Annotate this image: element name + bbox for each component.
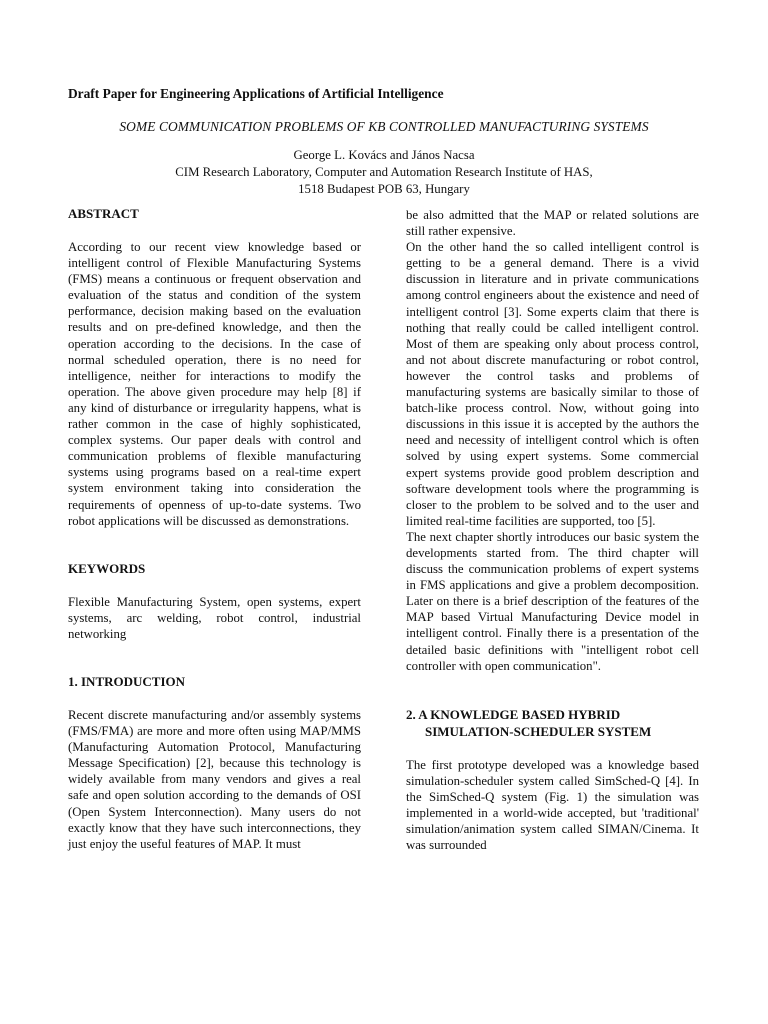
introduction-heading: 1. INTRODUCTION — [68, 673, 186, 689]
right-column — [406, 207, 699, 853]
author-names: George L. Kovács and János Nacsa — [293, 148, 475, 162]
affiliation-line-2: 1518 Budapest POB 63, Hungary — [298, 182, 470, 196]
keywords-text: Flexible Manufacturing System, open systems, expert systems, arc welding, robot control, industrial networking — [68, 594, 361, 641]
section-2-heading-line-1: 2. A KNOWLEDGE BASED HYBRID — [406, 706, 621, 722]
introduction-continuation: be also admitted that the MAP or related solutions are still rather expensive. — [406, 208, 699, 239]
introduction-text: Recent discrete manufacturing and/or assembly systems (FMS/FMA) are more and more often using MAP/MMS (Manufacturing Automation Protocol, Manufacturing Message Specification) [2], because this technology is widely available from many vendors and gives a real safe and open solution according to the demands of OSI (Open System Interconnection). Many users do not exactly know that they have such interconnections, they just enjoy the useful features of MAP. It must — [68, 707, 361, 851]
author-block — [40, 147, 728, 198]
abstract-heading: ABSTRACT — [68, 206, 139, 221]
left-column — [68, 206, 361, 852]
section-2-heading — [406, 706, 699, 740]
journal-line: Draft Paper for Engineering Applications of Artificial Intelligence — [68, 86, 444, 101]
paper-title: SOME COMMUNICATION PROBLEMS OF KB CONTROLLED MANUFACTURING SYSTEMS — [119, 119, 649, 134]
section-2-heading-line-2: SIMULATION-SCHEDULER SYSTEM — [425, 723, 652, 739]
keywords-heading: KEYWORDS — [68, 560, 146, 576]
introduction-paragraph-2: On the other hand the so called intelligent control is getting to be a general demand. There is a vivid discussion in literature and in private communications among control engineers about the existence and need of intelligent control [3]. Some experts claim that there is nothing that really could be called intelligent control. Most of them are speaking only about process control, and not about discrete manufacturing or robot control, however the control tasks and problems of manufacturing systems are basically similar to those of batch-like process control. Now, without going into discussions in this issue it is accepted by the authors the need and necessity of intelligent control which is often solved by using expert systems. Some commercial expert systems provide good problem description and software development tools where the programming is closer to the problem to be solved and to the user and limited real-time facilities are supported, too [5]. — [406, 240, 699, 528]
section-2-text: The first prototype developed was a knowledge based simulation-scheduler system called SimSched-Q [4]. In the SimSched-Q system (Fig. 1) the simulation was implemented in a world-wide accepted, but 'traditional' simulation/animation system called SIMAN/Cinema. It was surrounded — [406, 757, 699, 853]
abstract-text: According to our recent view knowledge based or intelligent control of Flexible Manufacturing Systems (FMS) means a continuous or frequent observation and evaluation of the status and condition of the system performance, decision making based on the evaluation results and on pre-defined knowledge, and then the operation according to the decisions. In the case of normal scheduled operation, there is no need for intelligence, neither for interactions to modify the operation. The above given procedure may help [8] if any kind of disturbance or irregularity happens, what is rather common in the case of highly sophisticated, complex systems. Our paper deals with control and communication problems of flexible manufacturing systems using programs based on a real-time expert system environment taking into consideration the requirements of openness of up-to-date systems. Two robot applications will be discussed as demonstrations. — [68, 240, 361, 528]
introduction-paragraph-3: The next chapter shortly introduces our basic system the developments started from. The third chapter will discuss the communication problems of expert systems in FMS applications and give a problem decomposition. Later on there is a brief description of the features of the MAP based Virtual Manufacturing Device model in intelligent control. Finally there is a presentation of the detailed basic definitions with "intelligent robot cell controller with open communication". — [406, 529, 699, 673]
affiliation-line-1: CIM Research Laboratory, Computer and Automation Research Institute of HAS, — [175, 165, 593, 179]
